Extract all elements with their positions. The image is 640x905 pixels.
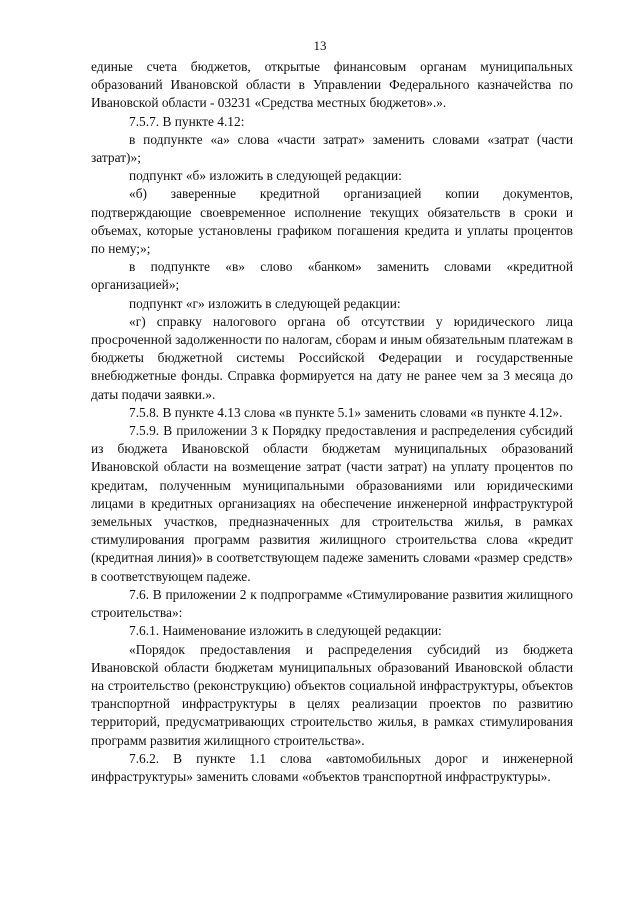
page-number: 13 <box>313 38 327 53</box>
paragraph-7-6-1: 7.6.1. Наименование изложить в следующей редакции: <box>129 623 442 639</box>
paragraph-subpoint-b-intro: подпункт «б» изложить в следующей редакции: <box>129 168 402 184</box>
paragraph-subpoint-g-text: «г) справку налогового органа об отсутствии у юридического лица просроченной задолженности по налогам, сборам и иным обязательным платежам в бюджеты бюджетной системы Российской Федерации и государственные внебюджетные фонды. Справка формируется на дату не ранее чем за 3 месяца до даты подачи заявки.». <box>91 313 573 402</box>
document-body <box>91 58 573 786</box>
paragraph-7-6-1-title: «Порядок предоставления и распределения субсидий из бюджета Ивановской области бюджетам муниципальных образований Ивановской области на строительство (реконструкцию) объектов социальной инфраструктуры, объектов транспортной инфраструктуры в целях реализации проектов по развитию территорий, предусматривающих строительство жилья, в рамках стимулирования программ развития жилищного строительства». <box>91 641 573 748</box>
paragraph-subpoint-a: в подпункте «а» слова «части затрат» заменить словами «затрат (части затрат)»; <box>91 131 573 166</box>
paragraph-7-6-2: 7.6.2. В пункте 1.1 слова «автомобильных дорог и инженерной инфраструктуры» заменить словами «объектов транспортной инфраструктуры». <box>91 750 573 784</box>
paragraph-subpoint-v: в подпункте «в» слово «банком» заменить словами «кредитной организацией»; <box>91 259 573 293</box>
paragraph-7-6: 7.6. В приложении 2 к подпрограмме «Стимулирование развития жилищного строительства»: <box>91 586 573 621</box>
paragraph-continuation: единые счета бюджетов, открытые финансовым органам муниципальных образований Ивановской области в Управлении Федерального казначейства по Ивановской области - 03231 «Средства местных бюджетов».». <box>91 59 573 111</box>
paragraph-7-5-7: 7.5.7. В пункте 4.12: <box>129 113 245 129</box>
paragraph-subpoint-b-text: «б) заверенные кредитной организацией копии документов, подтверждающие своевременное исполнение текущих обязательств в сроки и объемах, которые установлены графиком погашения кредита и уплаты процентов по нему;»; <box>91 186 573 257</box>
paragraph-7-5-8: 7.5.8. В пункте 4.13 слова «в пункте 5.1» заменить словами «в пункте 4.12». <box>129 404 563 420</box>
paragraph-7-5-9: 7.5.9. В приложении 3 к Порядку предоставления и распределения субсидий из бюджета Ивановской области бюджетам муниципальных образований Ивановской области на возмещение затрат (части затрат) на уплату процентов по кредитам, полученным муниципальными образованиями или юридическими лицами в кредитных организациях на обеспечение инженерной инфраструктурой земельных участков, предназначенных для строительства жилья, в рамках стимулирования программ развития жилищного строительства слова «кредит (кредитная линия)» в соответствующем падеже заменить словами «размер средств» в соответствующем падеже. <box>91 423 573 584</box>
paragraph-subpoint-g-intro: подпункт «г» изложить в следующей редакции: <box>129 295 401 311</box>
